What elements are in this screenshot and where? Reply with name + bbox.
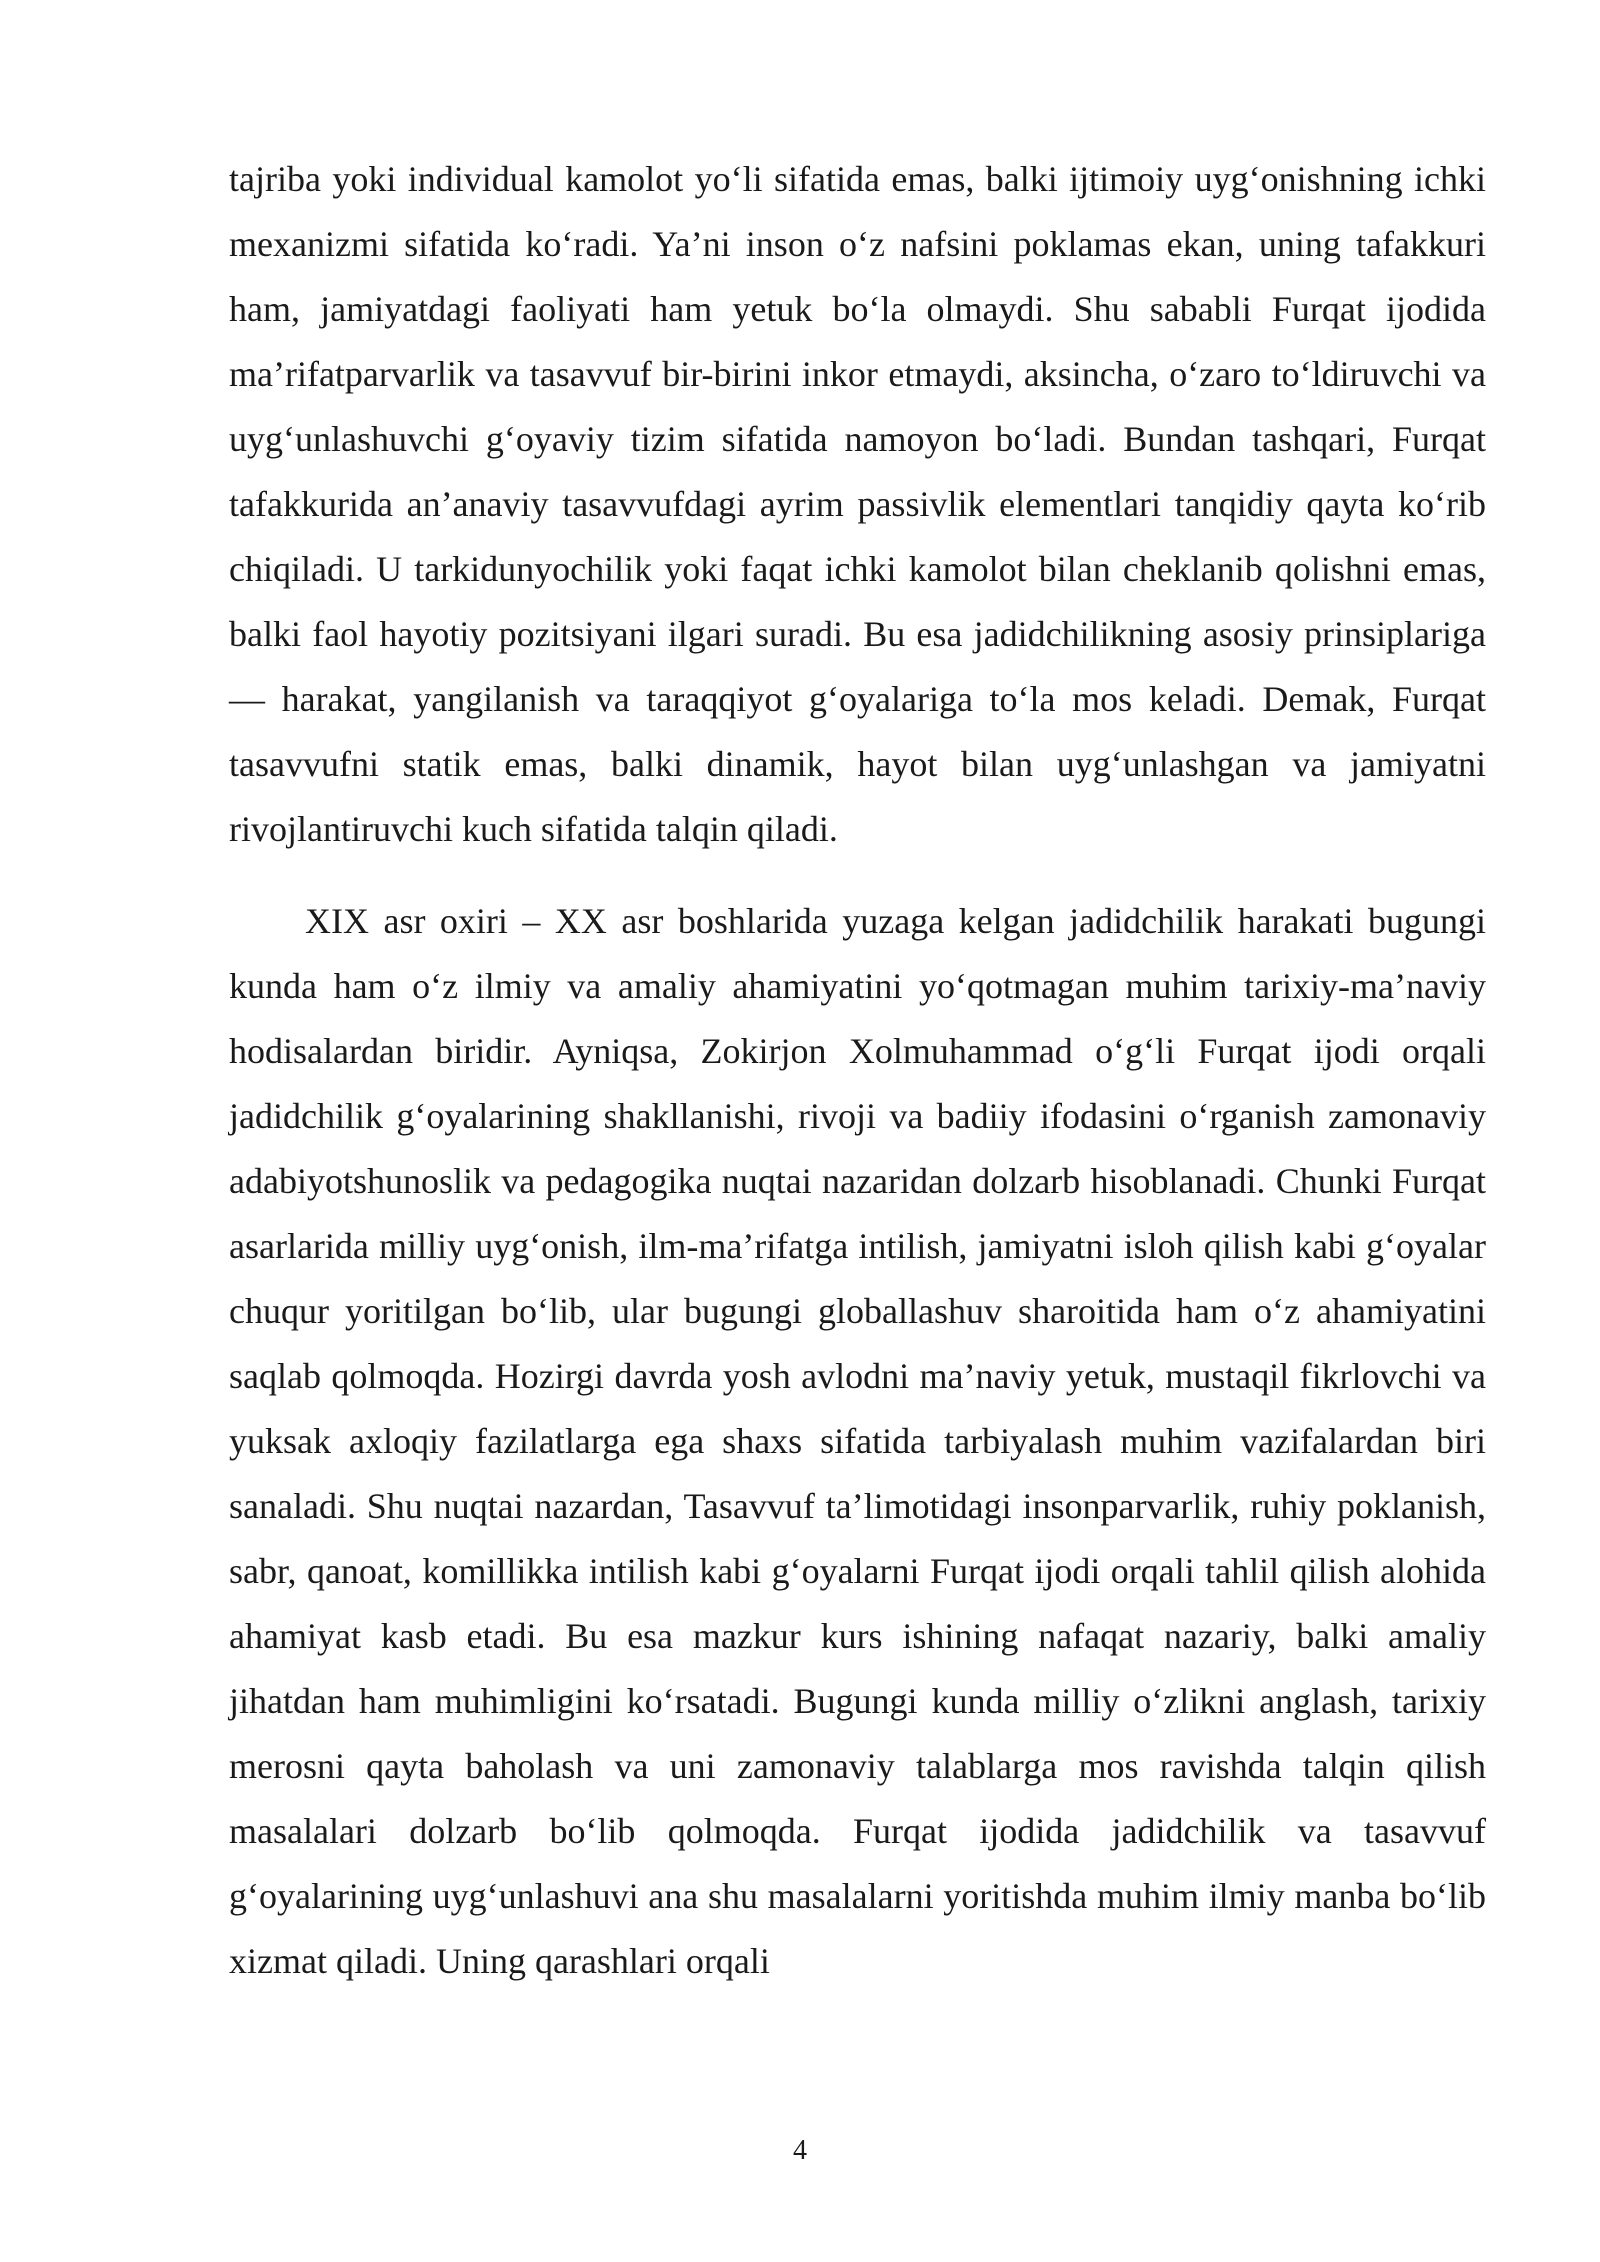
page-number: 4 — [793, 2135, 807, 2166]
paragraph-continued: tajriba yoki individual kamolot yo‘li sifatida emas, balki ijtimoiy uyg‘onishning ichki mexanizmi sifatida ko‘radi. Ya’ni inson o‘z nafsini poklamas ekan, uning tafakkuri ham, jamiyatdagi faoliyati ham yetuk bo‘la olmaydi. Shu sababli Furqat ijodida ma’rifatparvarlik va tasavvuf bir-birini inkor etmaydi, aksincha, o‘zaro to‘ldiruvchi va uyg‘unlashuvchi g‘oyaviy tizim sifatida namoyon bo‘ladi. Bundan tashqari, Furqat tafakkurida an’anaviy tasavvufdagi ayrim passivlik elementlari tanqidiy qayta ko‘rib chiqiladi. U tarkidunyochilik yoki faqat ichki kamolot bilan cheklanib qolishni emas, balki faol hayotiy pozitsiyani ilgari suradi. Bu esa jadidchilikning asosiy prinsiplariga — harakat, yangilanish va taraqqiyot g‘oyalariga to‘la mos keladi. Demak, Furqat tasavvufni statik emas, balki dinamik, hayot bilan uyg‘unlashgan va jamiyatni rivojlantiruvchi kuch sifatida talqin qiladi. — [229, 159, 1486, 849]
body-text — [229, 147, 1486, 1994]
paragraph: XIX asr oxiri – XX asr boshlarida yuzaga kelgan jadidchilik harakati bugungi kunda ham o‘z ilmiy va amaliy ahamiyatini yo‘qotmagan muhim tarixiy-ma’naviy hodisalardan biridir. Ayniqsa, Zokirjon Xolmuhammad o‘g‘li Furqat ijodi orqali jadidchilik g‘oyalarining shakllanishi, rivoji va badiiy ifodasini o‘rganish zamonaviy adabiyotshunoslik va pedagogika nuqtai nazaridan dolzarb hisoblanadi. Chunki Furqat asarlarida milliy uyg‘onish, ilm-ma’rifatga intilish, jamiyatni isloh qilish kabi g‘oyalar chuqur yoritilgan bo‘lib, ular bugungi globallashuv sharoitida ham o‘z ahamiyatini saqlab qolmoqda. Hozirgi davrda yosh avlodni ma’naviy yetuk, mustaqil fikrlovchi va yuksak axloqiy fazilatlarga ega shaxs sifatida tarbiyalash muhim vazifalardan biri sanaladi. Shu nuqtai nazardan, Tasavvuf ta’limotidagi insonparvarlik, ruhiy poklanish, sabr, qanoat, komillikka intilish kabi g‘oyalarni Furqat ijodi orqali tahlil qilish alohida ahamiyat kasb etadi. Bu esa mazkur kurs ishining nafaqat nazariy, balki amaliy jihatdan ham muhimligini ko‘rsatadi. Bugungi kunda milliy o‘zlikni anglash, tarixiy merosni qayta baholash va uni zamonaviy talablarga mos ravishda talqin qilish masalalari dolzarb bo‘lib qolmoqda. Furqat ijodida jadidchilik va tasavvuf g‘oyalarining uyg‘unlashuvi ana shu masalalarni yoritishda muhim ilmiy manba bo‘lib xizmat qiladi. Uning qarashlari orqali — [229, 901, 1486, 1981]
